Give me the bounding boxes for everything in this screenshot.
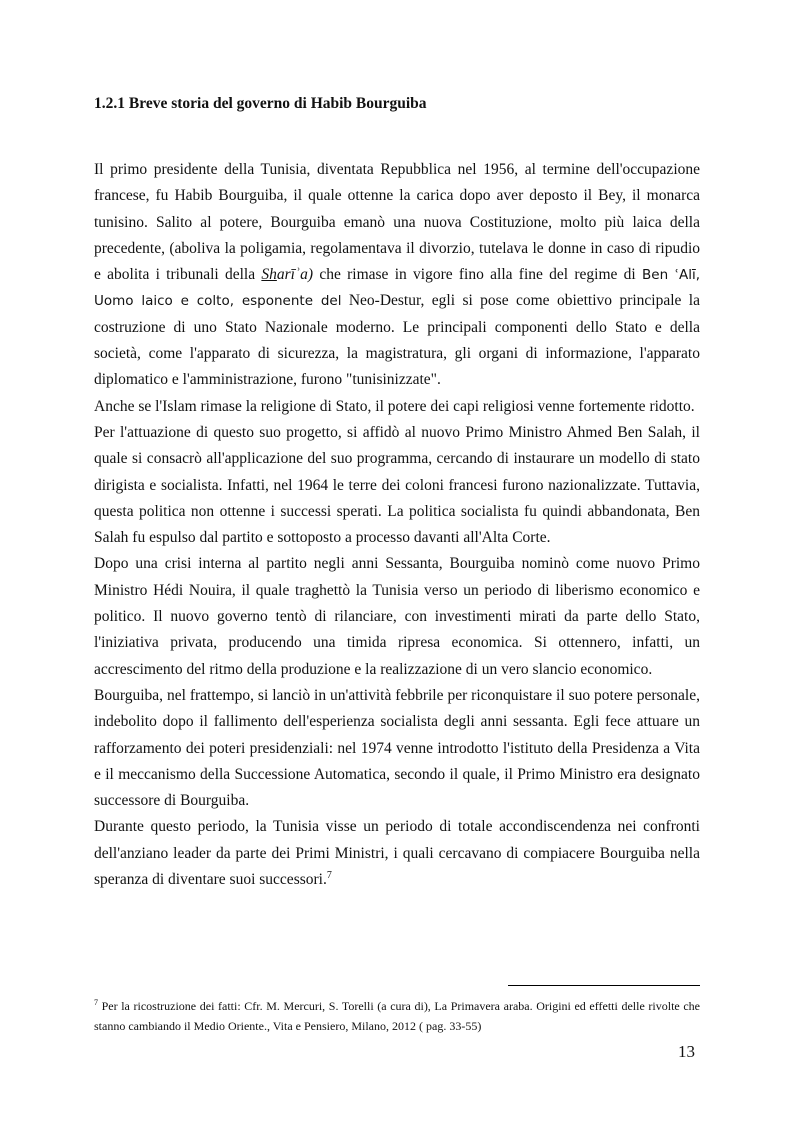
section-heading: 1.2.1 Breve storia del governo di Habib Bourguiba xyxy=(94,95,427,112)
sharia-term xyxy=(261,266,313,283)
paragraph-6-text: Durante questo periodo, la Tunisia visse un periodo di totale accondiscendenza nei confronti dell'anziano leader da parte dei Primi Ministri, i quali cercavano di compiacere Bourguiba nella speranza di diventare suoi successori. xyxy=(94,818,700,889)
footnote-number: 7 xyxy=(94,998,98,1007)
body-text xyxy=(94,157,700,893)
paragraph-1-sans-text: Ben ʿAlī, Uomo laico e colto, esponente del xyxy=(94,267,700,310)
paragraph-6 xyxy=(94,814,700,893)
paragraph-4: Dopo una crisi interna al partito negli anni Sessanta, Bourguiba nominò come nuovo Primo Ministro Hédi Nouira, il quale traghettò la Tunisia verso un periodo di liberismo economico e politico. Il nuovo governo tentò di rilanciare, con investimenti mirati da parte dello Stato, l'iniziativa privata, producendo una timida ripresa economica. Si ottennero, infatti, un accrescimento del ritmo della produzione e la realizzazione di un vero slancio economico. xyxy=(94,555,700,678)
page-number: 13 xyxy=(678,1042,695,1061)
footnote-text: Per la ricostruzione dei fatti: Cfr. M. Mercuri, S. Torelli (a cura di), La Primavera araba. Origini ed effetti delle rivolte che stanno cambiando il Medio Oriente., Vita e Pensiero, Milano, 2012 ( pag. 33-55) xyxy=(94,999,700,1033)
sharia-underlined: Sh xyxy=(261,266,277,284)
paragraph-3: Per l'attuazione di questo suo progetto, si affidò al nuovo Primo Ministro Ahmed Ben Salah, il quale si consacrò all'applicazione del suo programma, cercando di instaurare un modello di stato dirigista e socialista. Infatti, nel 1964 le terre dei coloni francesi furono nazionalizzate. Tuttavia, questa politica non ottenne i successi sperati. La politica socialista fu quindi abbandonata, Ben Salah fu espulso dal partito e sottoposto a processo davanti all'Alta Corte. xyxy=(94,423,700,547)
paragraph-1-text-c: Neo-Destur, egli si pose come obiettivo principale la costruzione di uno Stato Nazionale moderno. Le principali componenti dello Stato e della società, come l'apparato di sicurezza, la magistratura, gli organi di informazione, l'apparato diplomatico e l'amministrazione, furono "tunisinizzate". xyxy=(94,292,700,389)
footnote xyxy=(94,993,700,1036)
paragraph-5: Bourguiba, nel frattempo, si lanciò in un'attività febbrile per riconquistare il suo potere personale, indebolito dopo il fallimento dell'esperienza socialista degli anni sessanta. Egli fece attuare un rafforzamento dei poteri presidenziali: nel 1974 venne introdotto l'istituto della Presidenza a Vita e il meccanismo della Successione Automatica, secondo il quale, il Primo Ministro era designato successore di Bourguiba. xyxy=(94,686,700,810)
paragraph-2: Anche se l'Islam rimase la religione di Stato, il potere dei capi religiosi venne fortemente ridotto. xyxy=(94,397,695,415)
footnote-separator xyxy=(508,985,700,986)
sharia-rest: arīʾa) xyxy=(276,266,314,284)
paragraph-1 xyxy=(94,157,700,394)
footnote-reference[interactable]: 7 xyxy=(326,869,332,881)
paragraph-1-text-b: che rimase in vigore fino alla fine del regime di xyxy=(313,266,642,284)
paragraph-1-text-a: Il primo presidente della Tunisia, diventata Repubblica nel 1956, al termine dell'occupazione francese, fu Habib Bourguiba, il quale ottenne la carica dopo aver deposto il Bey, il monarca tunisino. Salito al potere, Bourguiba emanò una nuova Costituzione, molto più laica della precedente, (aboliva la poligamia, regolamentava il divorzio, tutelava le donne in caso di ripudio e abolita i tribunali della xyxy=(94,161,700,284)
